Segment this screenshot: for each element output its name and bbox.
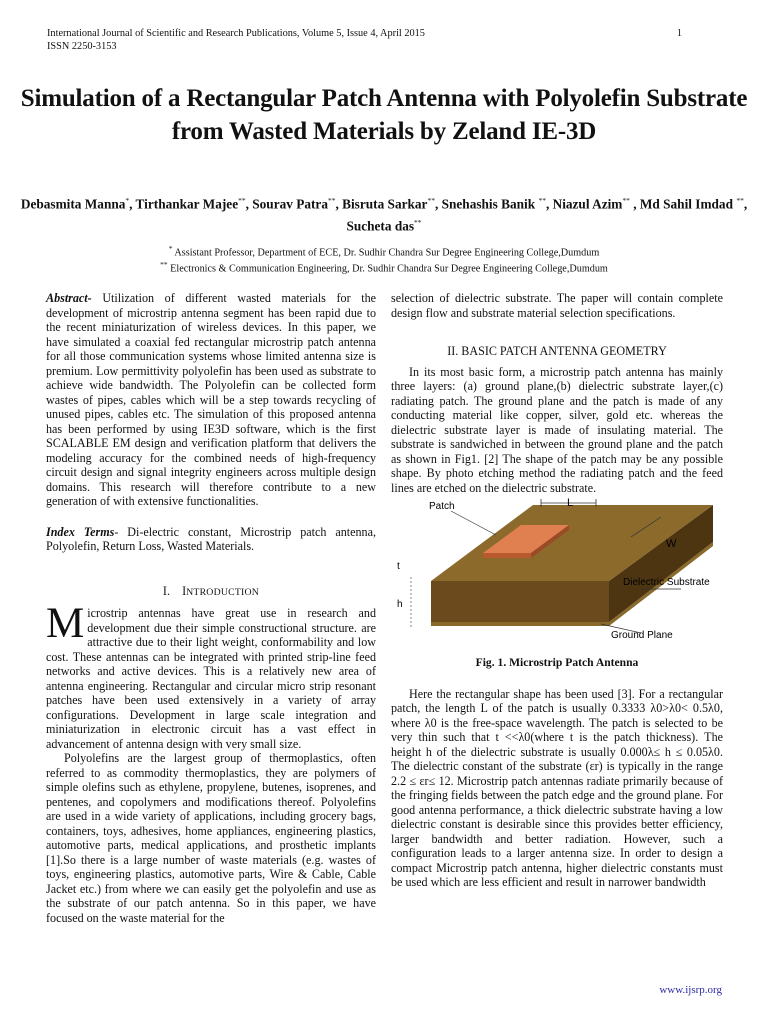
intro-paragraph-1: Microstrip antennas have great use in research and development due their simple constructional structure. are attractive due to their light weight, conformability and low cost. These antennas can be integrated with printed strip-line feed networks and active devices. This is a relatively new area of antenna engineering. Rectangular and circular micro strip resonant patches have been used extensively in a variety of array configurations. Development in large scale integration and miniaturization in electronic circuit has a vast effect in advancement of antenna design with very small size. (46, 600, 376, 751)
thickness-label: t (397, 561, 400, 572)
affiliation-text: Electronics & Communication Engineering, Dr. Sudhir Chandra Sur Degree Engineering College,Dumdum (167, 263, 608, 275)
patch-label: Patch (429, 501, 455, 512)
left-column (46, 291, 376, 925)
issn: ISSN 2250-3153 (47, 40, 117, 52)
section-heading-introduction: I. INTRODUCTION (162, 583, 260, 598)
right-column (391, 291, 723, 890)
figure-caption: Fig. 1. Microstrip Patch Antenna (475, 656, 639, 669)
microstrip-patch-figure (391, 497, 723, 642)
author: , Sourav Patra (245, 196, 328, 212)
author-mark: ** (538, 196, 546, 205)
abstract-label: Abstract- (46, 291, 92, 305)
section-heading-geometry: II. BASIC PATCH ANTENNA GEOMETRY (447, 344, 667, 358)
drop-cap: M (46, 600, 85, 647)
author: Debasmita Manna (20, 196, 126, 212)
affiliation-line (20, 259, 748, 275)
index-terms-text: - Di-electric constant, Microstrip patch antenna, Polyolefin, Return Loss, Wasted Materials. (46, 524, 376, 553)
patch-front (483, 553, 531, 558)
affiliation-mark: ** (160, 260, 168, 270)
author-mark: * (125, 196, 130, 205)
height-label: h (397, 599, 403, 610)
author-mark: ** (414, 218, 422, 228)
page-number: 1 (676, 28, 682, 39)
ground-plane-label: Ground Plane (611, 630, 673, 641)
dimension-paragraph: Here the rectangular shape has been used [3]. For a rectangular patch, the length L of the patch is usually 0.3333 λ0>λ0< 0.5λ0, where λ0 is the free-space wavelength. The patch is selected to be very thin such that t <<λ0(where t is the patch thickness). The height h of the dielectric substrate is usually 0.000λ≤ h ≤ 0.05λ0. The dielectric constant of the substrate (εr) is typically in the range 2.2 ≤ εr≤ 12. Microstrip patch antennas radiate primarily because of the fringing fields between the patch edge and the ground plane. For good antenna performance, a thick dielectric substrate having a low dielectric constant is desirable since this provides better efficiency, larger bandwidth and better radiation. However, such a configuration leads to a larger antenna size. In order to design a compact Microstrip patch antenna, higher dielectric constants must be used which are less efficient and result in narrower bandwidth (391, 686, 723, 889)
abstract (46, 291, 376, 509)
index-terms-label: Index Terms (46, 524, 115, 539)
footer-url[interactable]: www.ijsrp.org (659, 984, 722, 996)
author-mark: ** (736, 196, 744, 205)
author: , Tirthankar Majee (129, 196, 239, 212)
dielectric-label: Dielectric Substrate (623, 577, 710, 588)
affiliations (20, 243, 748, 276)
journal-name: International Journal of Scientific and Research Publications, Volume 5, Issue 4, April 2015 (47, 28, 425, 39)
author-mark: ** (238, 196, 246, 205)
substrate-front (431, 581, 609, 622)
affiliation-line (20, 243, 748, 259)
affiliation-text: Assistant Professor, Department of ECE, Dr. Sudhir Chandra Sur Degree Engineering College,Dumdum (172, 247, 600, 259)
affiliation-mark: * (168, 244, 173, 253)
patch-leader-line (451, 511, 496, 535)
running-header (47, 28, 425, 53)
length-label: L (567, 497, 574, 509)
width-label: W (666, 538, 677, 550)
author-mark: ** (427, 196, 435, 205)
index-terms (46, 525, 376, 554)
paper-title: Simulation of a Rectangular Patch Antenna with Polyolefin Substrate from Wasted Materials by Zeland IE-3D (20, 85, 748, 145)
author: , Snehashis Banik (434, 196, 539, 212)
paragraph: selection of dielectric substrate. The paper will contain complete design flow and substrate material selection specifications. (391, 291, 723, 320)
author-mark: ** (327, 196, 336, 205)
author-mark: ** (622, 196, 630, 205)
author: , Bisruta Sarkar (335, 196, 428, 212)
abstract-text: Utilization of different wasted materials for the development of microstrip antenna segment has been rapid due to the recent miniaturization of wireless devices. In this paper, we have simulated a coaxial fed rectangular microstrip patch antenna for all those communication systems whose limited antenna size is premium. Low permittivity polyolefin has been used as substrate to achieve wide bandwidth. The Polyolefin can be collected form wastes of pipes, cables which will be a step towards recycling of unused pipes, cables etc. The simulation of this proposed antenna has been performed by using IE3D software, which is the first SCALABLE EM design and verification platform that delivers the modeling accuracy for the combined needs of high-frequency circuit design and signal integrity engineers across multiple design domains. This research will therefore contribute to a new generation of with extensive functionalities. (46, 291, 376, 508)
geometry-paragraph: In its most basic form, a microstrip patch antenna has mainly three layers: (a) ground plane,(b) dielectric substrate layer,(c) radiating patch. The ground plane and the patch is made of any conducting material like copper, silver, gold etc. whereas the dielectric substrate layer is made of insulating material. The substrate is sandwiched in between the ground plane and the patch as shown in Fig1. [2] The shape of the patch may be any possible shape. By photo etching method the radiating patch and the feed lines are etched on the dielectric substrate. (391, 364, 723, 495)
author: , Sucheta das (346, 196, 748, 234)
author: , Niazul Azim (545, 196, 623, 212)
intro-paragraph-2: Polyolefins are the largest group of thermoplastics, often referred to as commodity thermoplastics, they are polymers of simple olefins such as ethylene, propylene, butenes, isoprenes, and pentenes, and copolymers and modifications thereof. Polyolefins are used in a wide variety of applications, including grocery bags, containers, toys, adhesives, home appliances, engineering plastics, automotive parts, medical applications, and prosthetic implants [1].So there is a large number of waste materials (e.g. wastes of toys, engineering plastics, automotive parts, Wire & Cable, Cable Jacket etc.) from where we can easily get the polyolefin and use as the substrate of our patch antenna. So in this paper, we have focused on the waste material for the (46, 751, 376, 925)
author-list (20, 191, 748, 236)
author: , Md Sahil Imdad (629, 196, 737, 212)
